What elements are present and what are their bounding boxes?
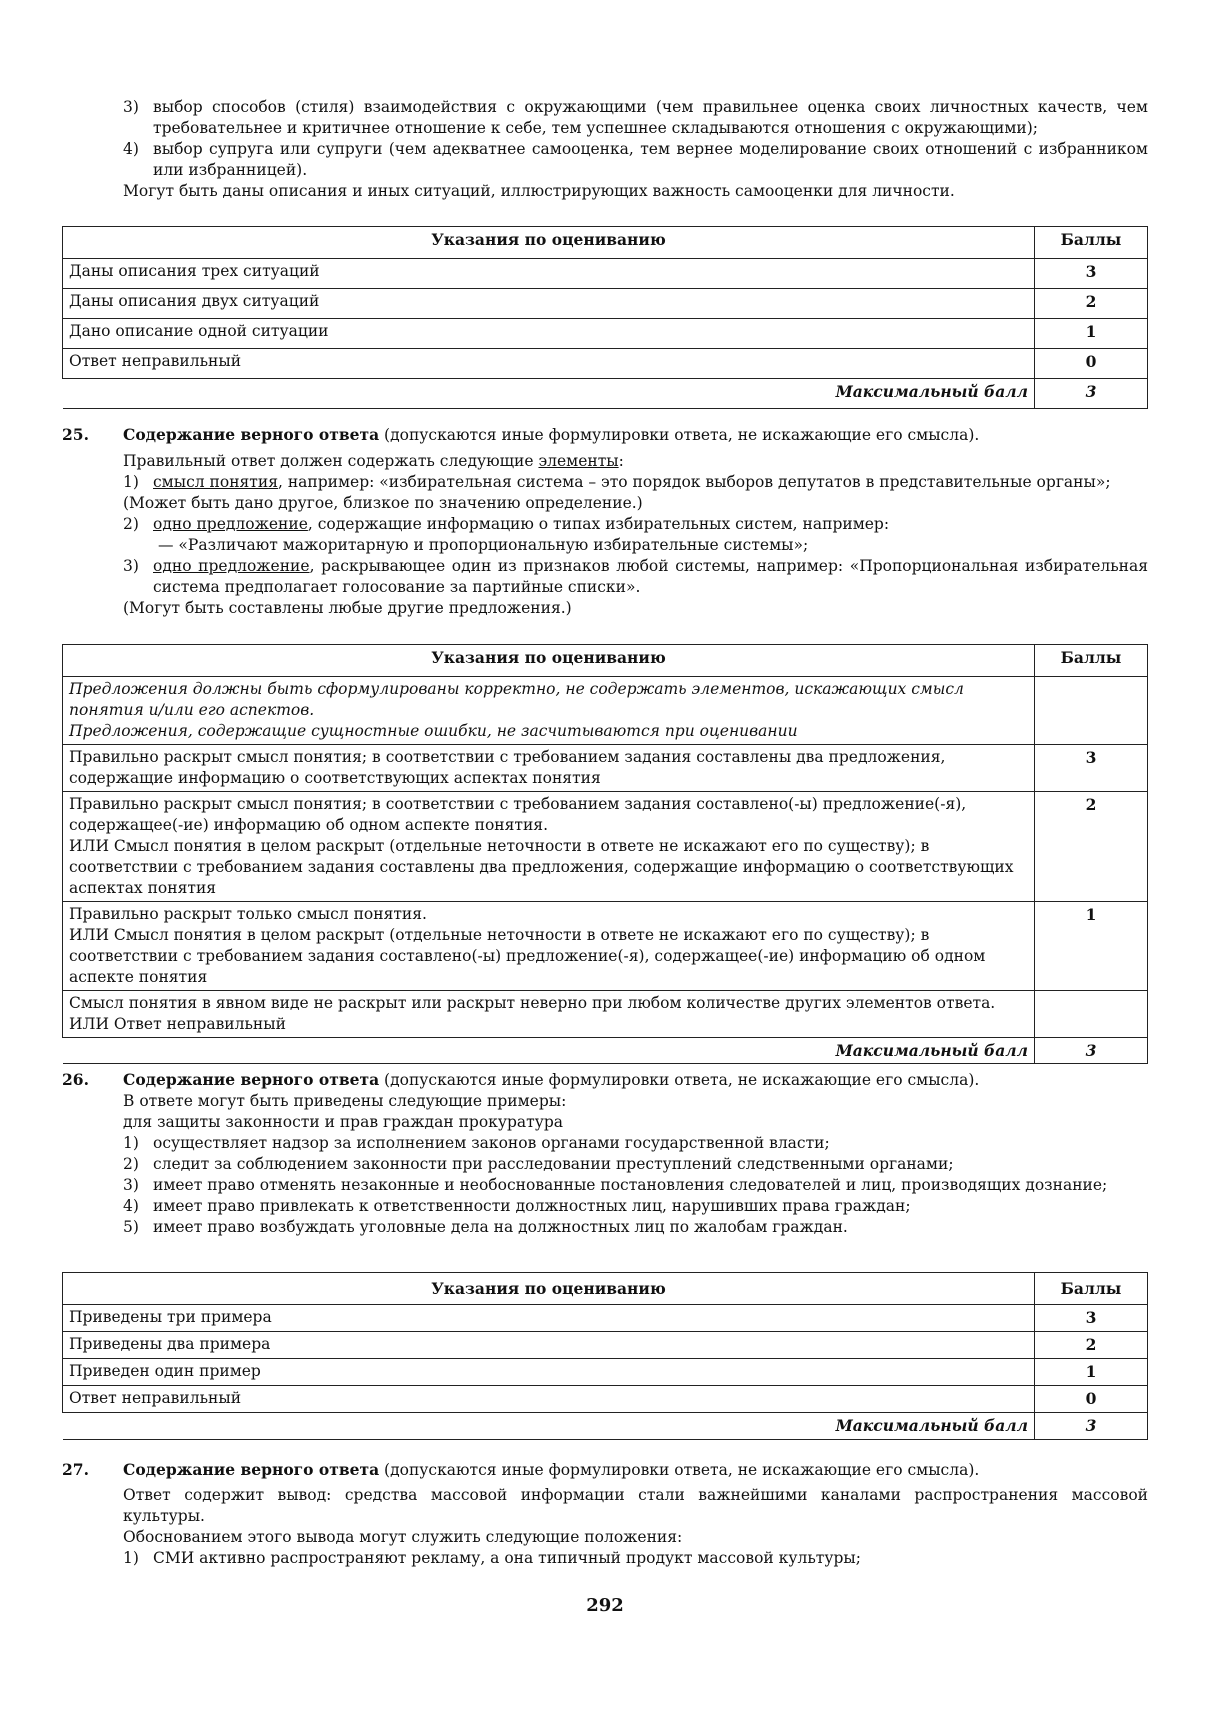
question-number: 25. [62, 425, 89, 444]
item-number: 1) [123, 473, 139, 491]
score: 1 [1035, 1359, 1148, 1386]
criterion: Даны описания двух ситуаций [63, 289, 1035, 319]
list-item [123, 1548, 1148, 1569]
list-item [123, 556, 1148, 598]
item-text: имеет право привлекать к ответственности должностных лиц, нарушивших права граждан; [153, 1197, 911, 1215]
list-item [123, 1217, 1148, 1238]
table-row [63, 745, 1148, 792]
item-number: 3) [123, 557, 139, 575]
max-score-row [63, 1413, 1148, 1440]
table-header: Баллы [1035, 645, 1148, 677]
list-item [123, 472, 1148, 493]
score: 0 [1035, 1386, 1148, 1413]
score: 2 [1035, 792, 1148, 902]
criterion: Ответ неправильный [63, 1386, 1035, 1413]
item-text: имеет право отменять незаконные и необоснованные постановления следователей и лиц, производящих дознание; [153, 1176, 1108, 1194]
score: 2 [1035, 289, 1148, 319]
table-row [63, 1359, 1148, 1386]
criterion: Правильно раскрыт смысл понятия; в соответствии с требованием задания составлено(-ы) предложение(-я), содержащее(-ие) информацию об одном аспекте понятия. ИЛИ Смысл понятия в целом раскрыт (отдельные неточности в ответе не искажают его по существу); в соответствии с требованием задания составлены два предложения, содержащие информацию о соответствующих аспектах понятия [63, 792, 1035, 902]
item-text: следит за соблюдением законности при расследовании преступлений следственными органами; [153, 1155, 954, 1173]
item-number: 1) [123, 1134, 139, 1152]
item-text: , например: «избирательная система – это порядок выборов депутатов в представительные органы»; [277, 473, 1111, 491]
max-score-row [63, 1038, 1148, 1064]
list-item [123, 1133, 1148, 1154]
max-value: 3 [1035, 1413, 1148, 1440]
criterion: Правильно раскрыт смысл понятия; в соответствии с требованием задания составлены два предложения, содержащие информацию о соответствующих аспектах понятия [63, 745, 1035, 792]
item-number: 5) [123, 1218, 139, 1236]
list-item [123, 514, 1148, 535]
question-number: 27. [62, 1460, 89, 1479]
item-number: 3) [123, 1176, 139, 1194]
note: (Могут быть составлены любые другие предложения.) [123, 599, 572, 617]
table-row [63, 677, 1148, 745]
list-item [123, 1196, 1148, 1217]
lead-underlined: элементы [538, 452, 619, 470]
note: (Может быть дано другое, близкое по значению определение.) [123, 494, 643, 512]
item-number: 4) [123, 1197, 139, 1215]
paragraph: для защиты законности и прав граждан прокуратура [123, 1113, 563, 1131]
score [1035, 991, 1148, 1038]
item-number: 1) [123, 1549, 139, 1567]
grading-table-24 [62, 226, 1148, 409]
criterion: Смысл понятия в явном виде не раскрыт или раскрыт неверно при любом количестве других элементов ответа. ИЛИ Ответ неправильный [63, 991, 1035, 1038]
intro-note: Могут быть даны описания и иных ситуаций, иллюстрирующих важность самооценки для личности. [123, 182, 955, 200]
max-label: Максимальный балл [63, 379, 1035, 409]
score: 0 [1035, 349, 1148, 379]
table-row [63, 319, 1148, 349]
score: 3 [1035, 259, 1148, 289]
table-header: Указания по оцениванию [63, 227, 1035, 259]
table-row [63, 1305, 1148, 1332]
table-row [63, 289, 1148, 319]
item-text: , содержащие информацию о типах избирательных систем, например: [307, 515, 890, 533]
answer-heading-note: (допускаются иные формулировки ответа, не искажающие его смысла). [379, 426, 980, 444]
list-item [123, 1154, 1148, 1175]
answer-heading: Содержание верного ответа [123, 1460, 380, 1479]
table-header: Баллы [1035, 1273, 1148, 1305]
item-text: , раскрывающее один из признаков любой системы, например: «Пропорциональная избирательная система предполагает голосование за партийные списки». [153, 557, 1148, 596]
max-value: 3 [1035, 1038, 1148, 1064]
table-row [63, 349, 1148, 379]
max-label: Максимальный балл [63, 1038, 1035, 1064]
table-row [63, 991, 1148, 1038]
underlined-term: одно предложение [153, 557, 310, 575]
answer-heading-note: (допускаются иные формулировки ответа, не искажающие его смысла). [379, 1071, 980, 1089]
criterion: Приведены два примера [63, 1332, 1035, 1359]
item-text: выбор супруга или супруги (чем адекватнее самооценка, тем вернее моделирование своих отношений с избранником или избранницей). [153, 140, 1148, 179]
q26-section [123, 1069, 1148, 1238]
max-value: 3 [1035, 379, 1148, 409]
item-text: осуществляет надзор за исполнением законов органами государственной власти; [153, 1134, 830, 1152]
max-label: Максимальный балл [63, 1413, 1035, 1440]
max-score-row [63, 379, 1148, 409]
score: 3 [1035, 1305, 1148, 1332]
criterion: Дано описание одной ситуации [63, 319, 1035, 349]
item-text: СМИ активно распространяют рекламу, а она типичный продукт массовой культуры; [153, 1549, 861, 1567]
criterion: Приведен один пример [63, 1359, 1035, 1386]
item-text: имеет право возбуждать уголовные дела на должностных лиц по жалобам граждан. [153, 1218, 848, 1236]
intro-section [123, 97, 1148, 202]
list-item [123, 97, 1148, 139]
table-row [63, 259, 1148, 289]
item-text: выбор способов (стиля) взаимодействия с окружающими (чем правильнее оценка своих личностных качеств, чем требовательнее и критичнее отношение к себе, тем успешнее складываются отношения с окружающими); [153, 98, 1148, 137]
answer-heading: Содержание верного ответа [123, 425, 380, 444]
item-number: 4) [123, 140, 139, 158]
criterion: Правильно раскрыт только смысл понятия. ИЛИ Смысл понятия в целом раскрыт (отдельные неточности в ответе не искажают его по существу); в соответствии с требованием задания составлено(-ы) предложение(-я), содержащее(-ие) информацию об одном аспекте понятия [63, 902, 1035, 991]
score: 1 [1035, 902, 1148, 991]
item-number: 3) [123, 98, 139, 116]
answer-heading-note: (допускаются иные формулировки ответа, не искажающие его смысла). [379, 1461, 980, 1479]
grading-table-25 [62, 644, 1148, 1064]
criterion: Даны описания трех ситуаций [63, 259, 1035, 289]
score: 3 [1035, 745, 1148, 792]
question-number: 26. [62, 1070, 89, 1089]
item-number: 2) [123, 515, 139, 533]
q27-section [123, 1459, 1148, 1569]
q25-section [123, 424, 1148, 619]
page-number: 292 [586, 1595, 624, 1616]
answer-heading: Содержание верного ответа [123, 1070, 380, 1089]
paragraph: В ответе могут быть приведены следующие примеры: [123, 1092, 567, 1110]
table-header: Баллы [1035, 227, 1148, 259]
table-row [63, 902, 1148, 991]
paragraph: Обоснованием этого вывода могут служить следующие положения: [123, 1528, 683, 1546]
lead-end: : [618, 452, 624, 470]
grading-table-26 [62, 1272, 1148, 1440]
list-item [123, 1175, 1148, 1196]
score: 1 [1035, 319, 1148, 349]
example: — «Различают мажоритарную и пропорциональную избирательные системы»; [158, 536, 809, 554]
table-row [63, 1332, 1148, 1359]
table-row [63, 1386, 1148, 1413]
underlined-term: смысл понятия [153, 473, 278, 491]
table-header: Указания по оцениванию [63, 1273, 1035, 1305]
paragraph: Ответ содержит вывод: средства массовой информации стали важнейшими каналами распространения массовой культуры. [123, 1486, 1148, 1525]
table-header: Указания по оцениванию [63, 645, 1035, 677]
item-number: 2) [123, 1155, 139, 1173]
table-row [63, 792, 1148, 902]
lead-text: Правильный ответ должен содержать следующие [123, 452, 539, 470]
list-item [123, 139, 1148, 181]
criterion-note: Предложения, содержащие сущностные ошибки, не засчитываются при оценивании [69, 722, 798, 740]
score: 2 [1035, 1332, 1148, 1359]
criterion-note: Предложения должны быть сформулированы корректно, не содержать элементов, искажающих смысл понятия и/или его аспектов. [69, 680, 964, 719]
criterion: Ответ неправильный [63, 349, 1035, 379]
underlined-term: одно предложение [153, 515, 308, 533]
criterion: Приведены три примера [63, 1305, 1035, 1332]
